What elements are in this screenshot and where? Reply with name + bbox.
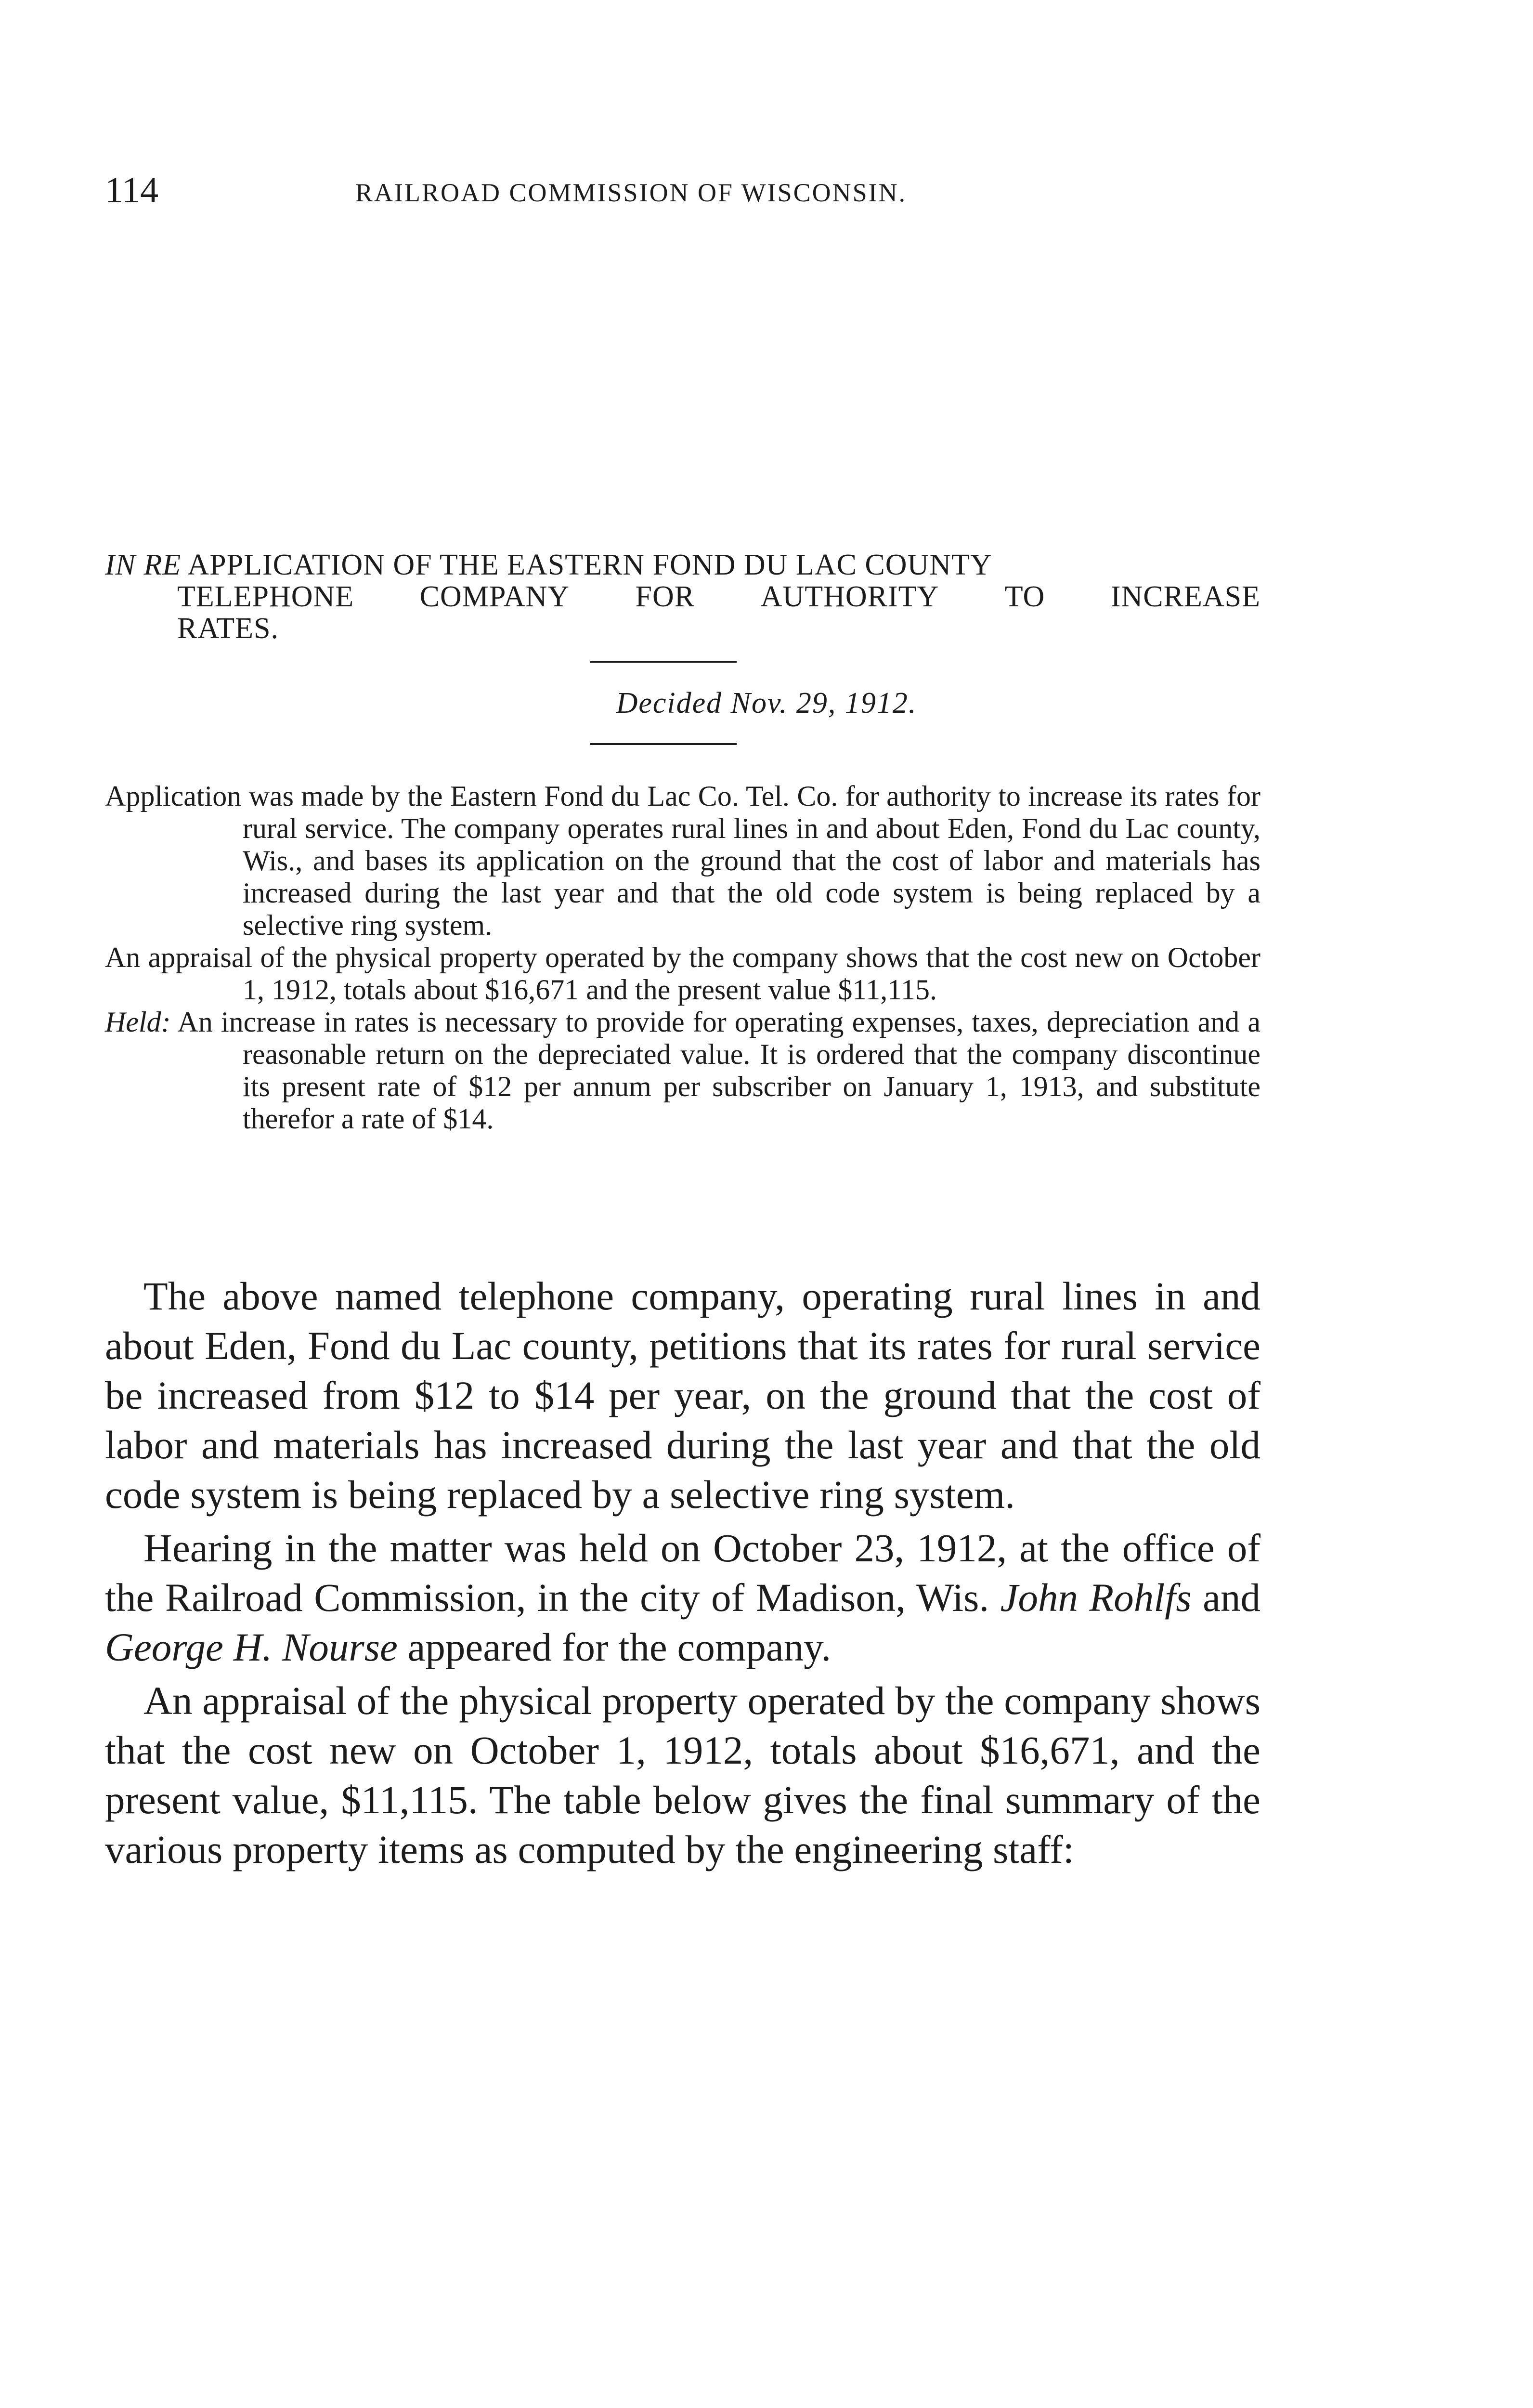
headnote-text: Application was made by the Eastern Fond du Lac Co. Tel. Co. for authority to increase its rates for rural service. The company operates rural lines in and about Eden, Fond du Lac county, Wis., and bases its application on the ground that the cost of labor and materials has increased during the last year and that the old code system is being replaced by a selective ring system. bbox=[105, 780, 1260, 941]
case-title bbox=[105, 549, 1260, 644]
counsel-name: George H. Nourse bbox=[105, 1625, 398, 1669]
decision-date: Decided Nov. 29, 1912. bbox=[616, 687, 917, 720]
case-title-line-3: RATES. bbox=[177, 612, 279, 645]
case-title-word: TO bbox=[1004, 580, 1045, 613]
rule-above-date bbox=[590, 661, 737, 663]
syllabus bbox=[105, 780, 1260, 1135]
headnote-label: Held: bbox=[105, 1006, 171, 1038]
opinion-body bbox=[105, 1271, 1260, 1878]
case-title-word: TELEPHONE bbox=[177, 580, 354, 613]
body-paragraph-text: and bbox=[1191, 1575, 1260, 1620]
page-number: 114 bbox=[105, 170, 159, 210]
case-title-word: FOR bbox=[635, 580, 695, 613]
headnote-text: An increase in rates is necessary to provide for operating expenses, taxes, depreciation and a reasonable return on the depreciated value. It is ordered that the company discontinue its present rate of $12 per annum per subscriber on January 1, 1913, and substitute therefor a rate of $14. bbox=[170, 1006, 1260, 1135]
body-paragraph bbox=[105, 1523, 1260, 1672]
case-title-prefix: IN RE bbox=[105, 549, 182, 581]
body-paragraph-text: appeared for the company. bbox=[397, 1625, 831, 1669]
case-title-line-1-text: APPLICATION OF THE EASTERN FOND DU LAC COUNTY bbox=[187, 549, 992, 581]
headnote-text: An appraisal of the physical property operated by the company shows that the cost new on October 1, 1912, totals about $16,671 and the present value $11,115. bbox=[105, 942, 1260, 1006]
body-paragraph: An appraisal of the physical property operated by the company shows that the cost new on October 1, 1912, totals about $16,671, and the present value, $11,115. The table below gives the final summary of the various property items as computed by the engineering staff: bbox=[105, 1678, 1260, 1871]
rule-below-date bbox=[590, 743, 737, 745]
case-title-word: COMPANY bbox=[419, 580, 570, 613]
running-header bbox=[105, 171, 1260, 209]
headnote bbox=[105, 942, 1260, 1006]
case-title-line-1 bbox=[105, 549, 1260, 581]
case-title-line-2 bbox=[105, 581, 1260, 613]
case-title-word: INCREASE bbox=[1110, 580, 1260, 613]
body-paragraph: The above named telephone company, operating rural lines in and about Eden, Fond du Lac county, petitions that its rates for rural service be increased from $12 to $14 per year, on the ground that the cost of labor and materials has increased during the last year and that the old code system is being replaced by a selective ring system. bbox=[105, 1274, 1260, 1517]
running-title: RAILROAD COMMISSION OF WISCONSIN. bbox=[355, 178, 907, 207]
case-title-word: AUTHORITY bbox=[760, 580, 939, 613]
body-paragraph-text: Hearing in the matter was held on October 23, 1912, at the office of the Railroad Commission, in the city of Madison, Wis. bbox=[105, 1526, 1260, 1620]
counsel-name: John Rohlfs bbox=[1000, 1575, 1192, 1620]
headnote bbox=[105, 1006, 1260, 1135]
headnote bbox=[105, 780, 1260, 942]
